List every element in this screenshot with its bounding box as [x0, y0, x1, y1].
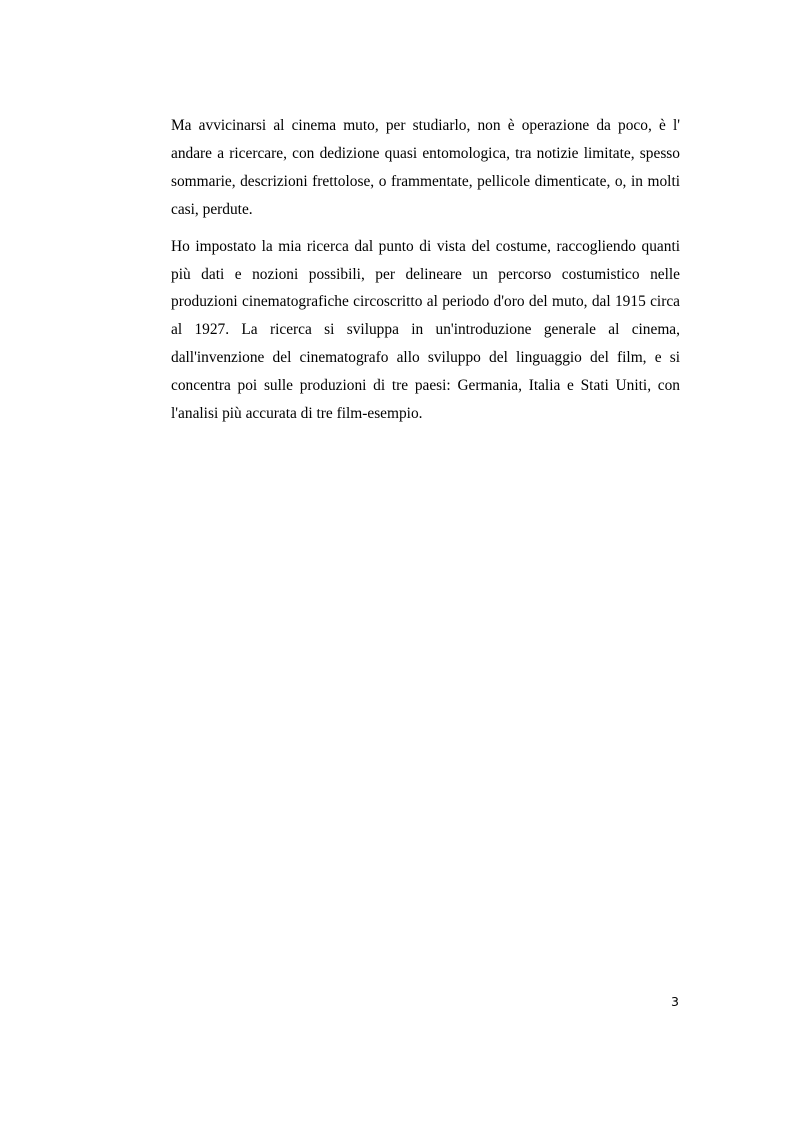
- paragraph-research-scope: Ho impostato la mia ricerca dal punto di vista del costume, raccogliendo quanti più dati e nozioni possibili, per delineare un percorso costumistico nelle produzioni cinematografiche circoscritto al periodo d'oro del muto, dal 1915 circa al 1927. La ricerca si sviluppa in un'introduzione generale al cinema, dall'invenzione del cinematografo allo sviluppo del linguaggio del film, e si concentra poi sulle produzioni di tre paesi: Germania, Italia e Stati Uniti, con l'analisi più accurata di tre film-esempio.: [171, 237, 680, 423]
- page-number: 3: [671, 994, 679, 1009]
- paragraph-intro: Ma avvicinarsi al cinema muto, per studiarlo, non è operazione da poco, è l' andare a ricercare, con dedizione quasi entomologica, tra notizie limitate, spesso sommarie, descrizioni frettolose, o frammentate, pellicole dimenticate, o, in molti casi, perdute.: [171, 117, 680, 218]
- body-text: [171, 112, 680, 428]
